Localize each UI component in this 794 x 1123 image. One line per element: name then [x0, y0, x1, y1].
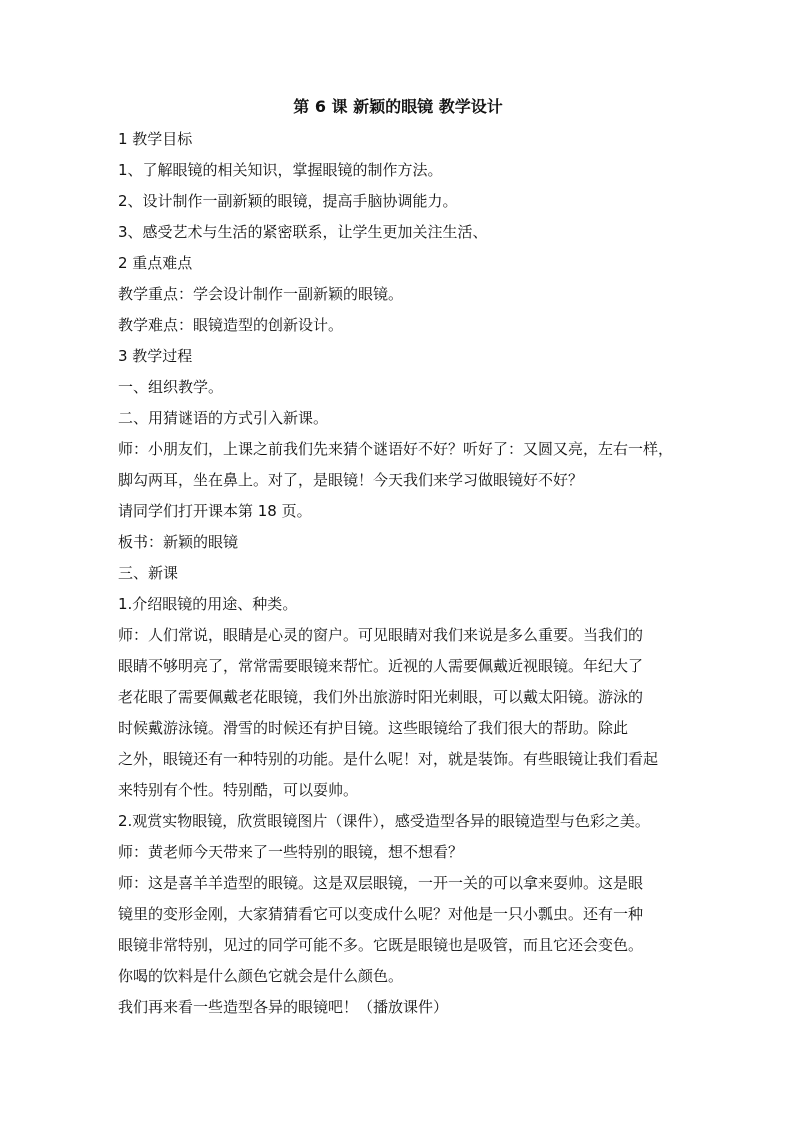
- riddle-line-2: 脚勾两耳，坐在鼻上。对了，是眼镜！今天我们来学习做眼镜好不好？: [118, 471, 584, 489]
- teacher-explain-line-3: 眼镜非常特别，见过的同学可能不多。它既是眼镜也是吸管，而且它还会变色。: [118, 936, 644, 954]
- section-heading-goals: 1 教学目标: [118, 130, 193, 148]
- teacher-text-line-4: 时候戴游泳镜。滑雪的时候还有护目镜。这些眼镜给了我们很大的帮助。除此: [118, 719, 629, 737]
- document-title: 第 6 课 新颖的眼镜 教学设计: [293, 97, 503, 116]
- difficult-point: 教学难点：眼镜造型的创新设计。: [118, 316, 344, 334]
- board-writing-line: 板书：新颖的眼镜: [118, 533, 239, 551]
- process-step-2: 二、用猜谜语的方式引入新课。: [118, 409, 329, 427]
- closing-line: 我们再来看一些造型各异的眼镜吧！（播放课件）: [118, 998, 449, 1016]
- teacher-question-line: 师：黄老师今天带来了一些特别的眼镜，想不想看？: [118, 843, 464, 861]
- new-lesson-item-2: 2.观赏实物眼镜，欣赏眼镜图片（课件），感受造型各异的眼镜造型与色彩之美。: [118, 812, 650, 830]
- document-body: [118, 94, 678, 1023]
- section-heading-key-points: 2 重点难点: [118, 254, 193, 272]
- new-lesson-item-1: 1.介绍眼镜的用途、种类。: [118, 595, 298, 613]
- teacher-text-line-3: 老花眼了需要佩戴老花眼镜，我们外出旅游时阳光刺眼，可以戴太阳镜。游泳的: [118, 688, 644, 706]
- goal-item-1: 1、了解眼镜的相关知识，掌握眼镜的制作方法。: [118, 161, 443, 179]
- process-step-3: 三、新课: [118, 564, 179, 582]
- teacher-text-line-6: 来特别有个性。特别酷，可以耍帅。: [118, 781, 359, 799]
- teacher-text-line-2: 眼睛不够明亮了，常常需要眼镜来帮忙。近视的人需要佩戴近视眼镜。年纪大了: [118, 657, 644, 675]
- riddle-line-1: 师：小朋友们，上课之前我们先来猜个谜语好不好？听好了：又圆又亮，左右一样，: [118, 440, 674, 458]
- teacher-explain-line-4: 你喝的饮料是什么颜色它就会是什么颜色。: [118, 967, 404, 985]
- goal-item-2: 2、设计制作一副新颖的眼镜，提高手脑协调能力。: [118, 192, 458, 210]
- teacher-explain-line-1: 师：这是喜羊羊造型的眼镜。这是双层眼镜，一开一关的可以拿来耍帅。这是眼: [118, 874, 644, 892]
- open-book-line: 请同学们打开课本第 18 页。: [118, 502, 312, 520]
- teacher-explain-line-2: 镜里的变形金刚，大家猜猜看它可以变成什么呢？对他是一只小瓢虫。还有一种: [118, 905, 644, 923]
- key-point: 教学重点：学会设计制作一副新颖的眼镜。: [118, 285, 404, 303]
- goal-item-3: 3、感受艺术与生活的紧密联系，让学生更加关注生活、: [118, 223, 488, 241]
- teacher-text-line-1: 师：人们常说，眼睛是心灵的窗户。可见眼睛对我们来说是多么重要。当我们的: [118, 626, 644, 644]
- process-step-1: 一、组织教学。: [118, 378, 224, 396]
- section-heading-process: 3 教学过程: [118, 347, 193, 365]
- teacher-text-line-5: 之外，眼镜还有一种特别的功能。是什么呢！对，就是装饰。有些眼镜让我们看起: [118, 750, 659, 768]
